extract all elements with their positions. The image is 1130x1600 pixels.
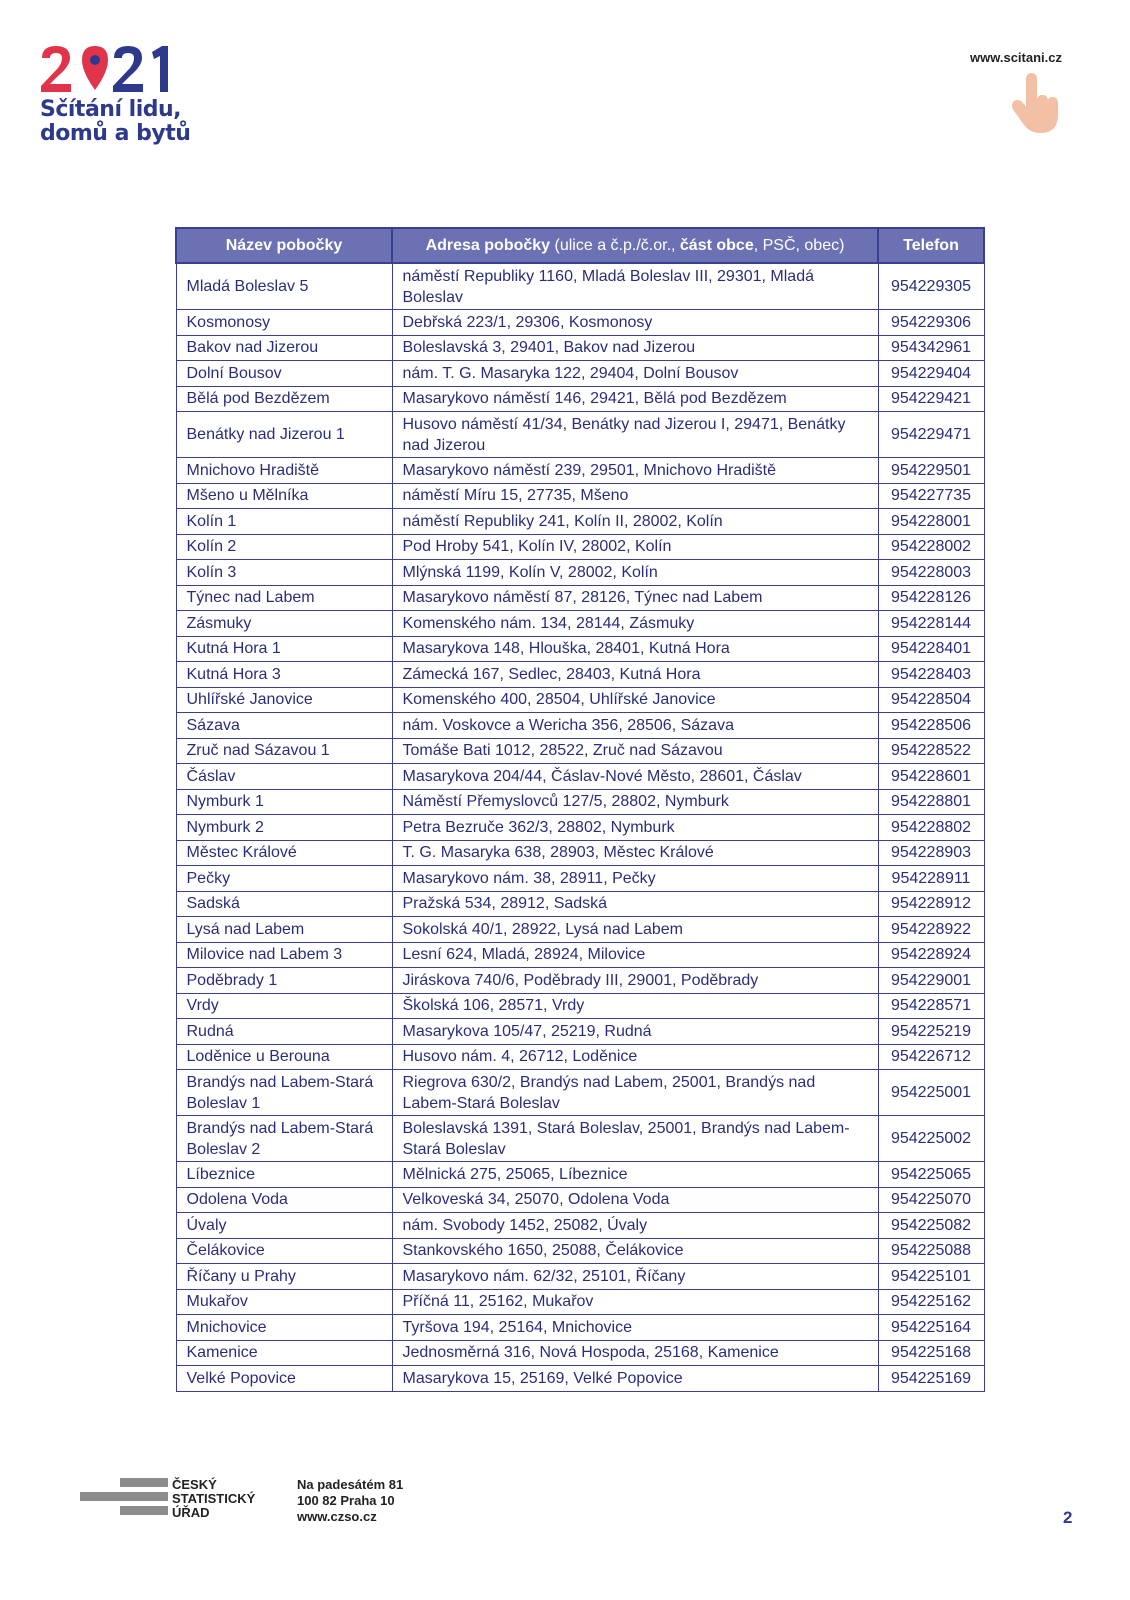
branch-phone-cell: 954228144 [878, 611, 984, 637]
table-row [176, 662, 984, 688]
branch-phone-cell: 954228571 [878, 993, 984, 1019]
branch-phone-cell: 954228401 [878, 636, 984, 662]
table-row [176, 789, 984, 815]
branch-name-cell: Milovice nad Labem 3 [176, 942, 392, 968]
branch-phone-cell: 954225169 [878, 1366, 984, 1392]
branch-address-cell: Komenského 400, 28504, Uhlířské Janovice [392, 687, 878, 713]
branch-name-cell: Mšeno u Mělníka [176, 483, 392, 509]
branch-name-cell: Mukařov [176, 1289, 392, 1315]
branch-name-cell: Pečky [176, 866, 392, 892]
branches-table [175, 227, 985, 1392]
branch-name-cell: Čelákovice [176, 1238, 392, 1264]
branch-name-cell: Mnichovo Hradiště [176, 458, 392, 484]
branch-phone-cell: 954228001 [878, 509, 984, 535]
branch-phone-cell: 954225219 [878, 1019, 984, 1045]
branch-phone-cell: 954228002 [878, 534, 984, 560]
branch-phone-cell: 954228911 [878, 866, 984, 892]
branch-address-cell: Příčná 11, 25162, Mukařov [392, 1289, 878, 1315]
branch-name-cell: Mnichovice [176, 1315, 392, 1341]
branch-name-cell: Brandýs nad Labem-Stará Boleslav 1 [176, 1070, 392, 1116]
branch-address-cell: Masarykovo náměstí 87, 28126, Týnec nad Labem [392, 585, 878, 611]
branch-phone-cell: 954228801 [878, 789, 984, 815]
branch-phone-cell: 954229421 [878, 386, 984, 412]
branch-name-cell: Říčany u Prahy [176, 1264, 392, 1290]
czso-bars-icon [80, 1478, 168, 1518]
table-row [176, 840, 984, 866]
czso-name-line3: ÚŘAD [172, 1505, 210, 1520]
branch-name-cell: Rudná [176, 1019, 392, 1045]
branch-phone-cell: 954225164 [878, 1315, 984, 1341]
table-row [176, 1187, 984, 1213]
table-row [176, 815, 984, 841]
czso-name-line1: ČESKÝ [172, 1477, 217, 1492]
branch-phone-cell: 954225065 [878, 1162, 984, 1188]
branch-address-cell: Mlýnská 1199, Kolín V, 28002, Kolín [392, 560, 878, 586]
branch-name-cell: Kutná Hora 1 [176, 636, 392, 662]
branch-address-cell: náměstí Míru 15, 27735, Mšeno [392, 483, 878, 509]
table-row [176, 1070, 984, 1116]
branch-name-cell: Mladá Boleslav 5 [176, 263, 392, 310]
table-row [176, 310, 984, 336]
branch-phone-cell: 954227735 [878, 483, 984, 509]
table-row [176, 1238, 984, 1264]
branch-phone-cell: 954228601 [878, 764, 984, 790]
page-number: 2 [1063, 1508, 1073, 1527]
branch-address-cell: Masarykovo náměstí 146, 29421, Bělá pod Bezdězem [392, 386, 878, 412]
branch-phone-cell: 954228924 [878, 942, 984, 968]
branch-phone-cell: 954228903 [878, 840, 984, 866]
branch-name-cell: Kosmonosy [176, 310, 392, 336]
branch-phone-cell: 954226712 [878, 1044, 984, 1070]
branch-phone-cell: 954229404 [878, 361, 984, 387]
branch-name-cell: Velké Popovice [176, 1366, 392, 1392]
branch-name-cell: Úvaly [176, 1213, 392, 1239]
branch-address-cell: Velkoveská 34, 25070, Odolena Voda [392, 1187, 878, 1213]
branch-address-cell: Masarykovo náměstí 239, 29501, Mnichovo Hradiště [392, 458, 878, 484]
branch-name-cell: Poděbrady 1 [176, 968, 392, 994]
branch-phone-cell: 954229306 [878, 310, 984, 336]
table-row [176, 942, 984, 968]
website-link[interactable]: www.scitani.cz [970, 50, 1062, 65]
branch-phone-cell: 954225082 [878, 1213, 984, 1239]
footer-address [297, 1477, 403, 1525]
table-row [176, 335, 984, 361]
branch-phone-cell: 954229471 [878, 412, 984, 458]
czso-logo [80, 1478, 255, 1520]
branch-address-cell: Debřská 223/1, 29306, Kosmonosy [392, 310, 878, 336]
website-block [970, 50, 1062, 140]
footer-city: 100 82 Praha 10 [297, 1493, 395, 1508]
logo-title-line2: domů a bytů [40, 121, 191, 146]
table-row [176, 687, 984, 713]
table-row [176, 560, 984, 586]
branch-phone-cell: 954225070 [878, 1187, 984, 1213]
column-header-name: Název pobočky [176, 228, 392, 263]
branch-address-cell: náměstí Republiky 1160, Mladá Boleslav III, 29301, Mladá Boleslav [392, 263, 878, 310]
branch-name-cell: Nymburk 2 [176, 815, 392, 841]
table-row [176, 386, 984, 412]
address-header-part: část obce [679, 236, 754, 254]
branch-name-cell: Loděnice u Berouna [176, 1044, 392, 1070]
table-row [176, 993, 984, 1019]
address-header-rest: , PSČ, obec) [753, 236, 845, 254]
branch-phone-cell: 954225101 [878, 1264, 984, 1290]
branch-address-cell: Masarykovo nám. 62/32, 25101, Říčany [392, 1264, 878, 1290]
branch-name-cell: Dolní Bousov [176, 361, 392, 387]
branch-name-cell: Bakov nad Jizerou [176, 335, 392, 361]
branch-name-cell: Čáslav [176, 764, 392, 790]
branch-address-cell: Husovo náměstí 41/34, Benátky nad Jizerou I, 29471, Benátky nad Jizerou [392, 412, 878, 458]
branch-address-cell: Boleslavská 1391, Stará Boleslav, 25001, Brandýs nad Labem-Stará Boleslav [392, 1116, 878, 1162]
branch-address-cell: Pražská 534, 28912, Sadská [392, 891, 878, 917]
table-row [176, 866, 984, 892]
table-row [176, 1366, 984, 1392]
census-logo [40, 44, 200, 146]
table-row [176, 1315, 984, 1341]
branch-name-cell: Nymburk 1 [176, 789, 392, 815]
branch-name-cell: Odolena Voda [176, 1187, 392, 1213]
branch-phone-cell: 954229001 [878, 968, 984, 994]
branch-phone-cell: 954228506 [878, 713, 984, 739]
table-row [176, 1116, 984, 1162]
branch-address-cell: Školská 106, 28571, Vrdy [392, 993, 878, 1019]
branch-phone-cell: 954225001 [878, 1070, 984, 1116]
branch-address-cell: Riegrova 630/2, Brandýs nad Labem, 25001, Brandýs nad Labem-Stará Boleslav [392, 1070, 878, 1116]
czso-name-line2: STATISTICKÝ [172, 1491, 256, 1506]
branch-address-cell: Zámecká 167, Sedlec, 28403, Kutná Hora [392, 662, 878, 688]
branch-name-cell: Sadská [176, 891, 392, 917]
branch-address-cell: náměstí Republiky 241, Kolín II, 28002, Kolín [392, 509, 878, 535]
branch-name-cell: Brandýs nad Labem-Stará Boleslav 2 [176, 1116, 392, 1162]
table-row [176, 1213, 984, 1239]
branch-address-cell: Boleslavská 3, 29401, Bakov nad Jizerou [392, 335, 878, 361]
address-header-paren: (ulice a č.p./č.or., [554, 236, 680, 254]
branch-address-cell: Tyršova 194, 25164, Mnichovice [392, 1315, 878, 1341]
logo-title-line1: Sčítání lidu, [40, 97, 182, 122]
branch-phone-cell: 954225168 [878, 1340, 984, 1366]
branch-name-cell: Uhlířské Janovice [176, 687, 392, 713]
branch-address-cell: Náměstí Přemyslovců 127/5, 28802, Nymburk [392, 789, 878, 815]
column-header-phone: Telefon [878, 228, 984, 263]
branch-phone-cell: 954342961 [878, 335, 984, 361]
branch-address-cell: Petra Bezruče 362/3, 28802, Nymburk [392, 815, 878, 841]
footer-website-link[interactable]: www.czso.cz [297, 1509, 377, 1524]
table-row [176, 585, 984, 611]
branch-address-cell: Komenského nám. 134, 28144, Zásmuky [392, 611, 878, 637]
branch-name-cell: Kolín 3 [176, 560, 392, 586]
table-row [176, 611, 984, 637]
branch-phone-cell: 954225002 [878, 1116, 984, 1162]
branch-name-cell: Bělá pod Bezdězem [176, 386, 392, 412]
table-row [176, 968, 984, 994]
branch-name-cell: Líbeznice [176, 1162, 392, 1188]
table-row [176, 891, 984, 917]
branch-name-cell: Zásmuky [176, 611, 392, 637]
table-row [176, 483, 984, 509]
table-row [176, 1340, 984, 1366]
census-2021-logo-graphic [40, 44, 172, 94]
branch-name-cell: Zruč nad Sázavou 1 [176, 738, 392, 764]
branch-address-cell: Masarykova 204/44, Čáslav-Nové Město, 28601, Čáslav [392, 764, 878, 790]
branch-address-cell: Masarykovo nám. 38, 28911, Pečky [392, 866, 878, 892]
branch-name-cell: Kamenice [176, 1340, 392, 1366]
branch-phone-cell: 954228802 [878, 815, 984, 841]
branch-address-cell: Masarykova 15, 25169, Velké Popovice [392, 1366, 878, 1392]
table-row [176, 917, 984, 943]
footer-street: Na padesátém 81 [297, 1477, 404, 1492]
table-row [176, 1044, 984, 1070]
branch-address-cell: Masarykova 148, Hlouška, 28401, Kutná Hora [392, 636, 878, 662]
branch-address-cell: Stankovského 1650, 25088, Čelákovice [392, 1238, 878, 1264]
table-row [176, 636, 984, 662]
branch-address-cell: nám. Svobody 1452, 25082, Úvaly [392, 1213, 878, 1239]
branch-phone-cell: 954225088 [878, 1238, 984, 1264]
branch-name-cell: Týnec nad Labem [176, 585, 392, 611]
table-row [176, 458, 984, 484]
branch-name-cell: Vrdy [176, 993, 392, 1019]
column-header-address [392, 228, 878, 263]
branch-name-cell: Kolín 1 [176, 509, 392, 535]
branch-phone-cell: 954228504 [878, 687, 984, 713]
branch-address-cell: T. G. Masaryka 638, 28903, Městec Králové [392, 840, 878, 866]
branch-phone-cell: 954228922 [878, 917, 984, 943]
branch-phone-cell: 954228003 [878, 560, 984, 586]
branch-name-cell: Lysá nad Labem [176, 917, 392, 943]
table-row [176, 412, 984, 458]
table-row [176, 361, 984, 387]
branch-address-cell: nám. T. G. Masaryka 122, 29404, Dolní Bousov [392, 361, 878, 387]
branch-phone-cell: 954229305 [878, 263, 984, 310]
table-row [176, 1264, 984, 1290]
branch-address-cell: Masarykova 105/47, 25219, Rudná [392, 1019, 878, 1045]
address-header-bold: Adresa pobočky [425, 236, 551, 254]
table-row [176, 1162, 984, 1188]
table-row [176, 713, 984, 739]
table-row [176, 738, 984, 764]
branch-phone-cell: 954229501 [878, 458, 984, 484]
branch-name-cell: Benátky nad Jizerou 1 [176, 412, 392, 458]
table-row [176, 1019, 984, 1045]
branch-address-cell: Sokolská 40/1, 28922, Lysá nad Labem [392, 917, 878, 943]
branch-phone-cell: 954228403 [878, 662, 984, 688]
pointing-hand-icon [1000, 71, 1062, 140]
branch-name-cell: Kolín 2 [176, 534, 392, 560]
branch-address-cell: Lesní 624, Mladá, 28924, Milovice [392, 942, 878, 968]
branch-address-cell: nám. Voskovce a Wericha 356, 28506, Sázava [392, 713, 878, 739]
table-row [176, 1289, 984, 1315]
branch-phone-cell: 954228912 [878, 891, 984, 917]
branch-phone-cell: 954228522 [878, 738, 984, 764]
table-header-row [176, 228, 984, 263]
branch-name-cell: Městec Králové [176, 840, 392, 866]
table-row [176, 534, 984, 560]
branch-phone-cell: 954225162 [878, 1289, 984, 1315]
branch-address-cell: Jiráskova 740/6, Poděbrady III, 29001, Poděbrady [392, 968, 878, 994]
table-row [176, 509, 984, 535]
table-row [176, 764, 984, 790]
branch-address-cell: Jednosměrná 316, Nová Hospoda, 25168, Kamenice [392, 1340, 878, 1366]
branch-name-cell: Sázava [176, 713, 392, 739]
branch-phone-cell: 954228126 [878, 585, 984, 611]
table-row [176, 263, 984, 310]
branch-address-cell: Pod Hroby 541, Kolín IV, 28002, Kolín [392, 534, 878, 560]
branch-address-cell: Tomáše Bati 1012, 28522, Zruč nad Sázavou [392, 738, 878, 764]
branch-name-cell: Kutná Hora 3 [176, 662, 392, 688]
branch-address-cell: Mělnická 275, 25065, Líbeznice [392, 1162, 878, 1188]
branch-address-cell: Husovo nám. 4, 26712, Loděnice [392, 1044, 878, 1070]
